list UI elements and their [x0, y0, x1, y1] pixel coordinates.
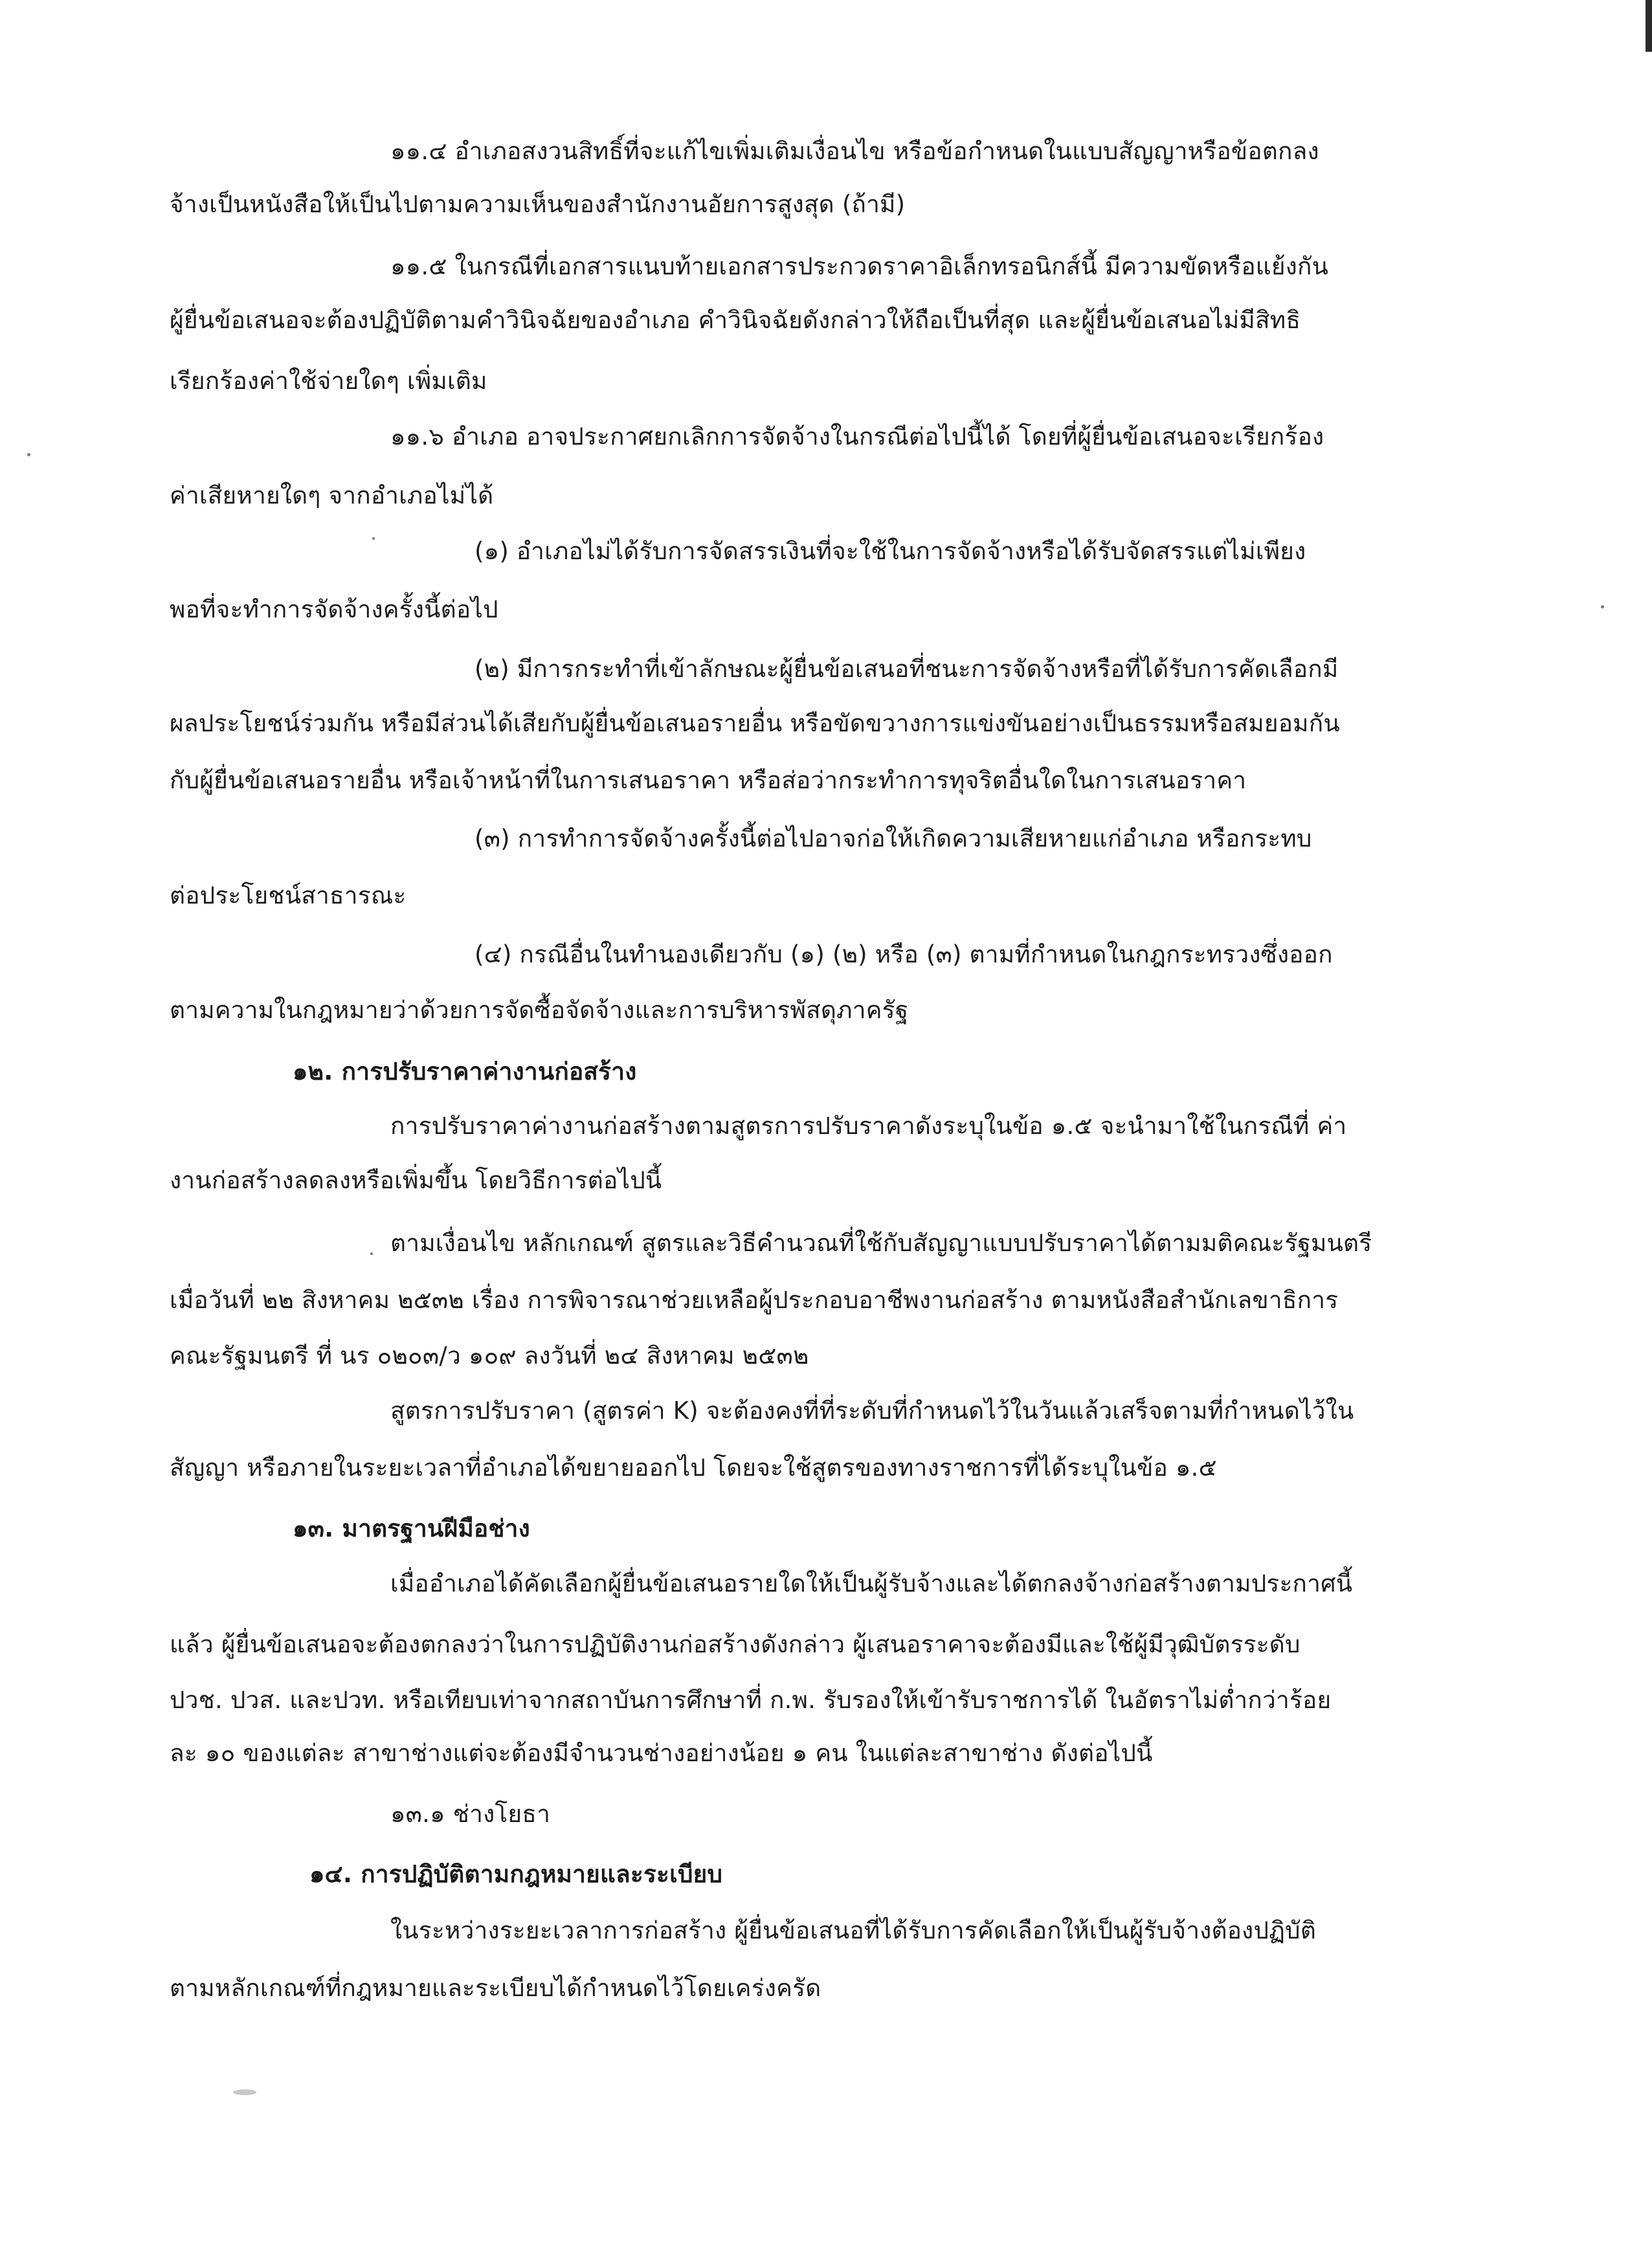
- section-12-para-3-line-1: สูตรการปรับราคา (สูตรค่า K) จะต้องคงที่ที่ระดับที่กำหนดไว้ในวันแล้วเสร็จตามที่กำหนดไว้ใน: [390, 1397, 1354, 1425]
- clause-11-5-line-3: เรียกร้องค่าใช้จ่ายใดๆ เพิ่มเติม: [170, 367, 487, 395]
- clause-11-5-line-1: ๑๑.๕ ในกรณีที่เอกสารแนบท้ายเอกสารประกวดราคาอิเล็กทรอนิกส์นี้ มีความขัดหรือแย้งกัน: [390, 252, 1329, 280]
- section-12-para-2-line-1: ตามเงื่อนไข หลักเกณฑ์ สูตรและวิธีคำนวณที่ใช้กับสัญญาแบบปรับราคาได้ตามมติคณะรัฐมนตรี: [390, 1229, 1372, 1257]
- section-13-para-line-4: ละ ๑๐ ของแต่ละ สาขาช่างแต่จะต้องมีจำนวนช่างอย่างน้อย ๑ คน ในแต่ละสาขาช่าง ดังต่อไปนี้: [170, 1739, 1153, 1767]
- item-2-line-3: กับผู้ยื่นข้อเสนอรายอื่น หรือเจ้าหน้าที่ในการเสนอราคา หรือส่อว่ากระทำการทุจริตอื่นใดในการเสนอราคา: [170, 766, 1247, 794]
- item-2-line-1: (๒) มีการกระทำที่เข้าลักษณะผู้ยื่นข้อเสนอที่ชนะการจัดจ้างหรือที่ได้รับการคัดเลือกมี: [474, 655, 1339, 683]
- item-3-line-2: ต่อประโยชน์สาธารณะ: [170, 882, 407, 909]
- section-12-para-3-line-2: สัญญา หรือภายในระยะเวลาที่อำเภอได้ขยายออกไป โดยจะใช้สูตรของทางราชการที่ได้ระบุในข้อ ๑.๕: [170, 1454, 1217, 1482]
- clause-11-6-line-2: ค่าเสียหายใดๆ จากอำเภอไม่ได้: [170, 482, 494, 509]
- scan-speck: [233, 2089, 256, 2095]
- scan-speck: [1601, 605, 1604, 608]
- section-12-para-2-line-3: คณะรัฐมนตรี ที่ นร ๐๒๐๓/ว ๑๐๙ ลงวันที่ ๒๔ สิงหาคม ๒๕๓๒: [170, 1342, 809, 1370]
- section-12-para-1-line-1: การปรับราคาค่างานก่อสร้างตามสูตรการปรับราคาดังระบุในข้อ ๑.๕ จะนำมาใช้ในกรณีที่ ค่า: [390, 1112, 1347, 1140]
- scan-speck: [372, 537, 375, 540]
- section-13-para-line-3: ปวช. ปวส. และปวท. หรือเทียบเท่าจากสถาบันการศึกษาที่ ก.พ. รับรองให้เข้ารับราชการได้ ในอัตราไม่ต่ำกว่าร้อย: [170, 1686, 1332, 1714]
- section-13-heading: ๑๓. มาตรฐานฝีมือช่าง: [293, 1515, 530, 1542]
- clause-11-4-line-2: จ้างเป็นหนังสือให้เป็นไปตามความเห็นของสำนักงานอัยการสูงสุด (ถ้ามี): [170, 190, 906, 218]
- item-4-line-1: (๔) กรณีอื่นในทำนองเดียวกับ (๑) (๒) หรือ (๓) ตามที่กำหนดในกฎกระทรวงซึ่งออก: [474, 940, 1333, 968]
- section-12-para-2-line-2: เมื่อวันที่ ๒๒ สิงหาคม ๒๕๓๒ เรื่อง การพิจารณาช่วยเหลือผู้ประกอบอาชีพงานก่อสร้าง ตามหนังสือสำนักเลขาธิการ: [170, 1286, 1339, 1314]
- item-1-line-1: (๑) อำเภอไม่ได้รับการจัดสรรเงินที่จะใช้ในการจัดจ้างหรือได้รับจัดสรรแต่ไม่เพียง: [474, 537, 1306, 565]
- section-14-para-line-2: ตามหลักเกณฑ์ที่กฎหมายและระเบียบได้กำหนดไว้โดยเคร่งครัด: [170, 1974, 821, 2002]
- section-13-para-line-2: แล้ว ผู้ยื่นข้อเสนอจะต้องตกลงว่าในการปฏิบัติงานก่อสร้างดังกล่าว ผู้เสนอราคาจะต้องมีและใช้ผู้มีวุฒิบัตรระดับ: [170, 1630, 1300, 1658]
- scan-speck: [370, 1252, 373, 1255]
- scan-speck: [27, 453, 30, 456]
- item-2-line-2: ผลประโยชน์ร่วมกัน หรือมีส่วนได้เสียกับผู้ยื่นข้อเสนอรายอื่น หรือขัดขวางการแข่งขันอย่างเป็นธรรมหรือสมยอมกัน: [170, 709, 1340, 737]
- clause-11-5-line-2: ผู้ยื่นข้อเสนอจะต้องปฏิบัติตามคำวินิจฉัยของอำเภอ คำวินิจฉัยดังกล่าวให้ถือเป็นที่สุด และผู้ยื่นข้อเสนอไม่มีสิทธิ: [170, 306, 1301, 334]
- item-4-line-2: ตามความในกฎหมายว่าด้วยการจัดซื้อจัดจ้างและการบริหารพัสดุภาครัฐ: [170, 996, 909, 1024]
- scan-edge-mark: [1646, 0, 1652, 52]
- item-3-line-1: (๓) การทำการจัดจ้างครั้งนี้ต่อไปอาจก่อให้เกิดความเสียหายแก่อำเภอ หรือกระทบ: [474, 825, 1312, 852]
- section-13-1-item: ๑๓.๑ ช่างโยธา: [390, 1800, 551, 1828]
- section-14-heading: ๑๔. การปฏิบัติตามกฎหมายและระเบียบ: [309, 1860, 723, 1888]
- clause-11-6-line-1: ๑๑.๖ อำเภอ อาจประกาศยกเลิกการจัดจ้างในกรณีต่อไปนี้ได้ โดยที่ผู้ยื่นข้อเสนอจะเรียกร้อง: [390, 423, 1324, 450]
- section-13-para-line-1: เมื่ออำเภอได้คัดเลือกผู้ยื่นข้อเสนอรายใดให้เป็นผู้รับจ้างและได้ตกลงจ้างก่อสร้างตามประกาศนี้: [390, 1570, 1353, 1597]
- clause-11-4-line-1: ๑๑.๔ อำเภอสงวนสิทธิ์ที่จะแก้ไขเพิ่มเติมเงื่อนไข หรือข้อกำหนดในแบบสัญญาหรือข้อตกลง: [390, 137, 1319, 165]
- section-12-heading: ๑๒. การปรับราคาค่างานก่อสร้าง: [293, 1058, 637, 1085]
- item-1-line-2: พอที่จะทำการจัดจ้างครั้งนี้ต่อไป: [170, 595, 498, 623]
- section-12-para-1-line-2: งานก่อสร้างลดลงหรือเพิ่มขึ้น โดยวิธีการต่อไปนี้: [170, 1166, 662, 1194]
- section-14-para-line-1: ในระหว่างระยะเวลาการก่อสร้าง ผู้ยื่นข้อเสนอที่ได้รับการคัดเลือกให้เป็นผู้รับจ้างต้องปฏิบัติ: [390, 1917, 1317, 1944]
